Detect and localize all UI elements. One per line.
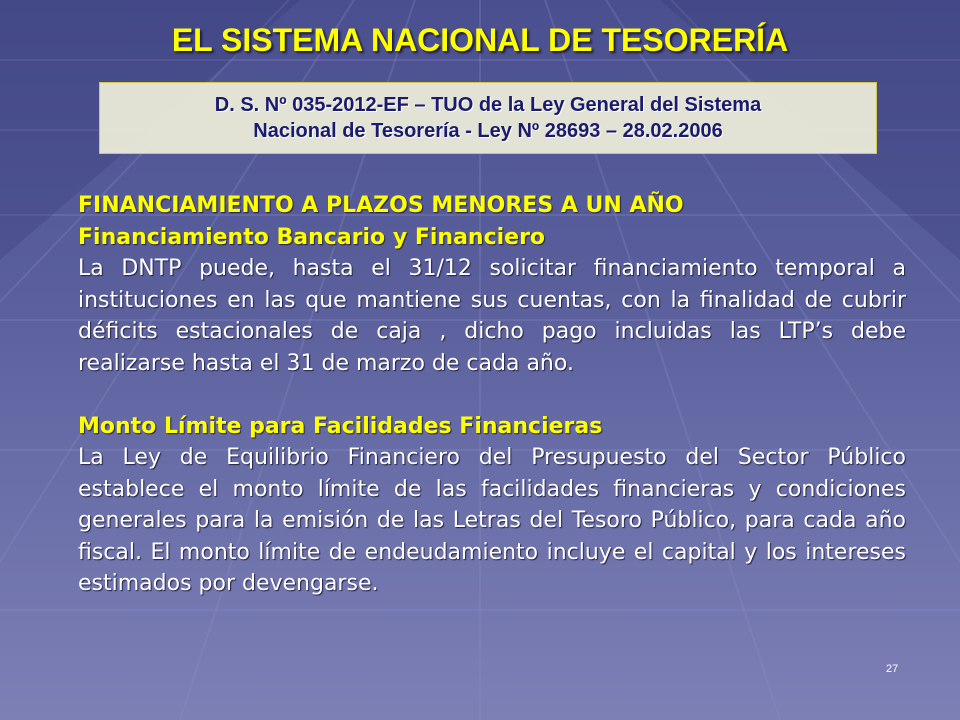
section2-body: La Ley de Equilibrio Financiero del Presupuesto del Sector Público establece el monto límite de las facilidades financieras y condiciones generales para la emisión de las Letras del Tesoro Público, para cada año fiscal. El monto límite de endeudamiento incluye el capital y los intereses estimados por devengarse.	[78, 445, 906, 596]
subtitle-box	[99, 82, 877, 154]
slide-content	[78, 190, 906, 600]
page-number: 27	[886, 663, 899, 675]
section-heading: FINANCIAMIENTO A PLAZOS MENORES A UN AÑO	[78, 193, 684, 218]
section1-heading: Financiamiento Bancario y Financiero	[78, 224, 546, 250]
paragraph-gap	[78, 379, 906, 411]
subtitle-line-1: D. S. Nº 035-2012-EF – TUO de la Ley General del Sistema	[214, 94, 762, 116]
slide-title: EL SISTEMA NACIONAL DE TESORERÍA	[171, 22, 789, 58]
section2-heading: Monto Límite para Facilidades Financieras	[78, 413, 603, 439]
section1-body: La DNTP puede, hasta el 31/12 solicitar financiamiento temporal a instituciones en las que mantiene sus cuentas, con la finalidad de cubrir déficits estacionales de caja , dicho pago incluidas las LTP’s debe realizarse hasta el 31 de marzo de cada año.	[78, 256, 906, 376]
subtitle-line-2: Nacional de Tesorería - Ley Nº 28693 – 28.02.2006	[253, 120, 723, 142]
